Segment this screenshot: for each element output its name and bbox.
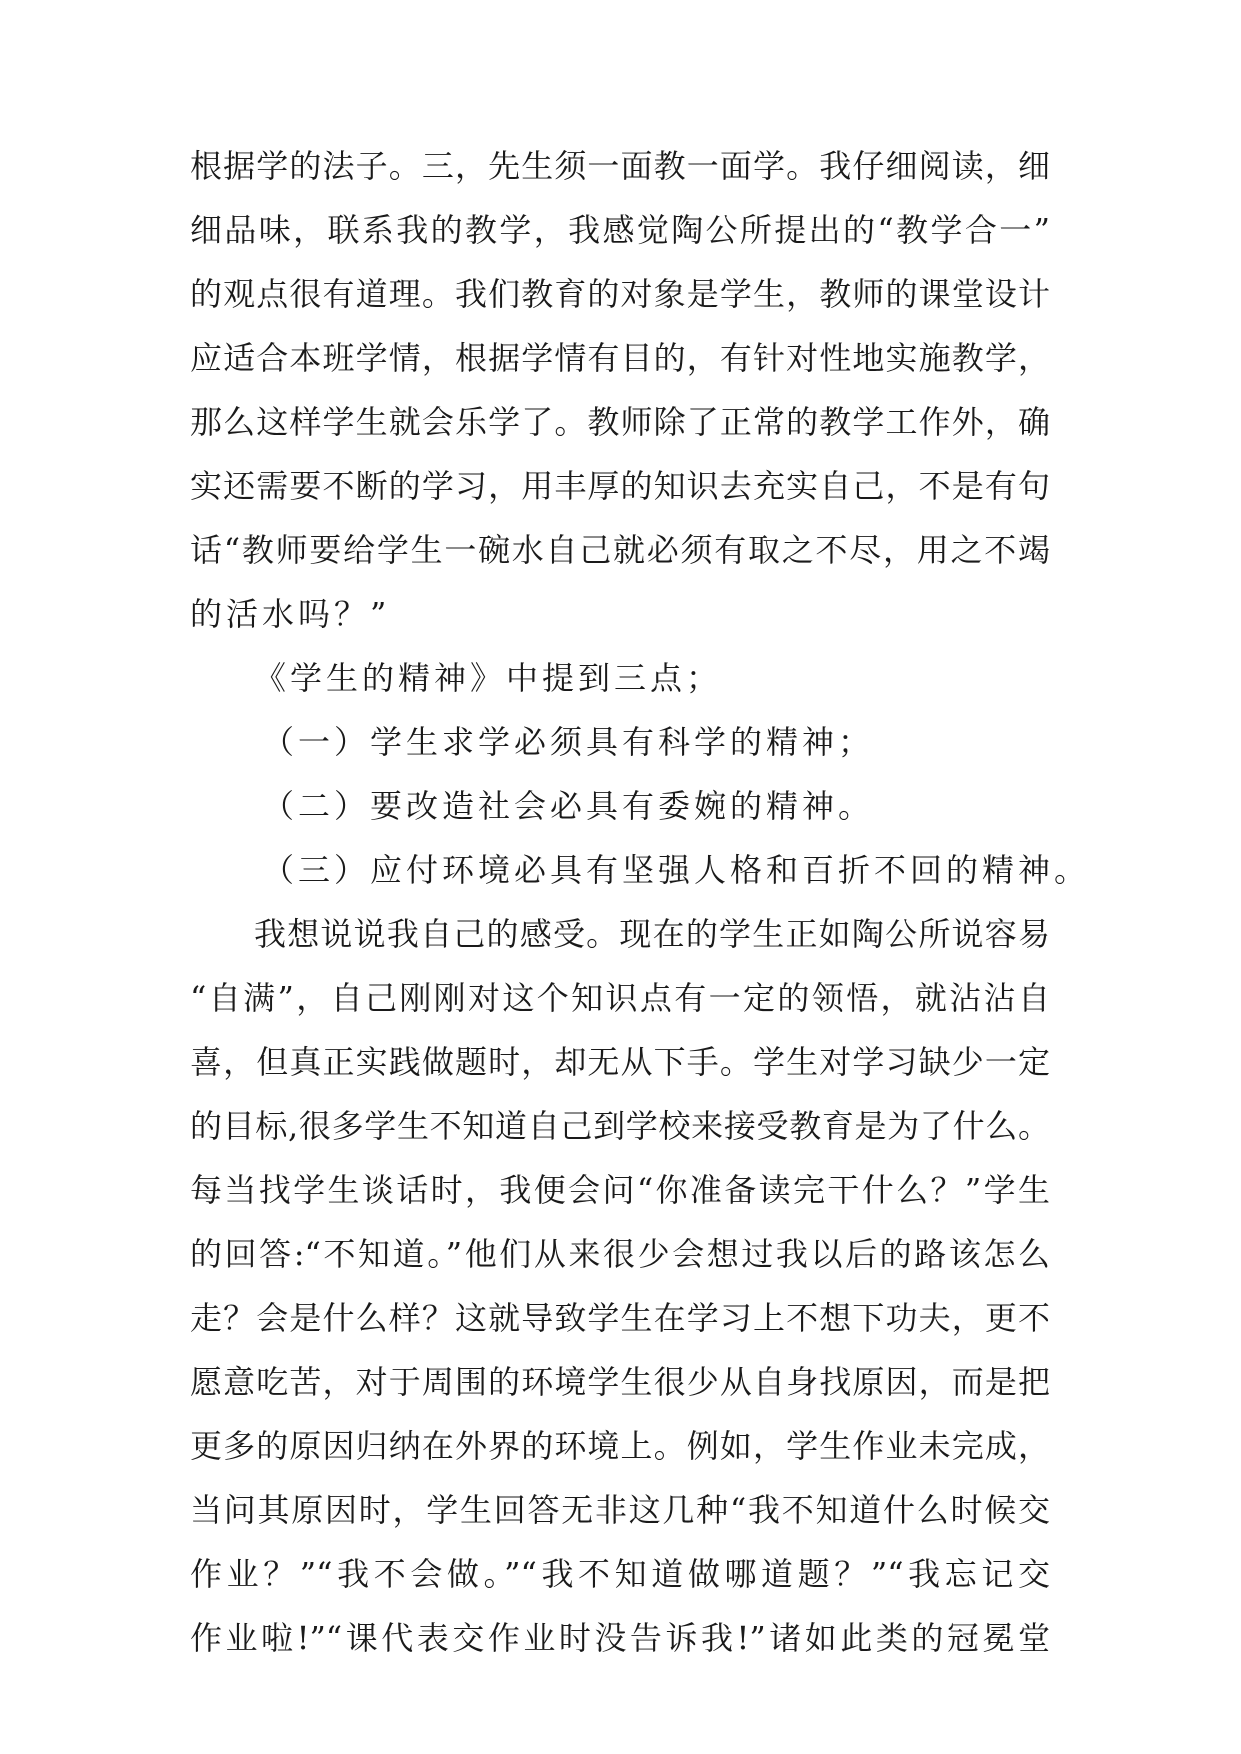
text-line: 当问其原因时，学生回答无非这几种“我不知道什么时候交 (190, 1491, 1050, 1529)
list-item: （三）应付环境必具有坚强人格和百折不回的精神。 (262, 851, 1091, 889)
text-line: 喜，但真正实践做题时，却无从下手。学生对学习缺少一定 (190, 1043, 1050, 1081)
text-line: 每当找学生谈话时，我便会问“你准备读完干什么？”学生 (190, 1171, 1050, 1209)
text-line: 愿意吃苦，对于周围的环境学生很少从自身找原因，而是把 (190, 1363, 1050, 1401)
text-line: 的回答:“不知道。”他们从来很少会想过我以后的路该怎么 (190, 1235, 1050, 1273)
text-line: 我想说说我自己的感受。现在的学生正如陶公所说容易 (254, 915, 1050, 953)
text-line: 根据学的法子。三，先生须一面教一面学。我仔细阅读，细 (190, 147, 1050, 185)
text-line: 细品味，联系我的教学，我感觉陶公所提出的“教学合一” (190, 211, 1050, 249)
text-line: 走？会是什么样？这就导致学生在学习上不想下功夫，更不 (190, 1299, 1050, 1337)
list-item: （一）学生求学必须具有科学的精神； (262, 723, 875, 761)
text-line: 的活水吗？” (190, 595, 391, 633)
list-heading: 《学生的精神》中提到三点； (254, 659, 723, 697)
text-line: 更多的原因归纳在外界的环境上。例如，学生作业未完成， (190, 1427, 1050, 1465)
text-line: 那么这样学生就会乐学了。教师除了正常的教学工作外，确 (190, 403, 1050, 441)
text-line: 作业？”“我不会做。”“我不知道做哪道题？”“我忘记交 (190, 1555, 1050, 1593)
list-item: （二）要改造社会必具有委婉的精神。 (262, 787, 875, 825)
text-line: “自满”，自己刚刚对这个知识点有一定的领悟，就沾沾自 (190, 979, 1050, 1017)
text-line: 的目标,很多学生不知道自己到学校来接受教育是为了什么。 (190, 1107, 1050, 1145)
text-line: 话“教师要给学生一碗水自己就必须有取之不尽，用之不竭 (190, 531, 1050, 569)
text-line: 的观点很有道理。我们教育的对象是学生，教师的课堂设计 (190, 275, 1050, 313)
text-line: 实还需要不断的学习，用丰厚的知识去充实自己，不是有句 (190, 467, 1050, 505)
text-line: 作业啦!”“课代表交作业时没告诉我!”诸如此类的冠冕堂 (190, 1619, 1050, 1657)
text-line: 应适合本班学情，根据学情有目的，有针对性地实施教学， (190, 339, 1050, 377)
